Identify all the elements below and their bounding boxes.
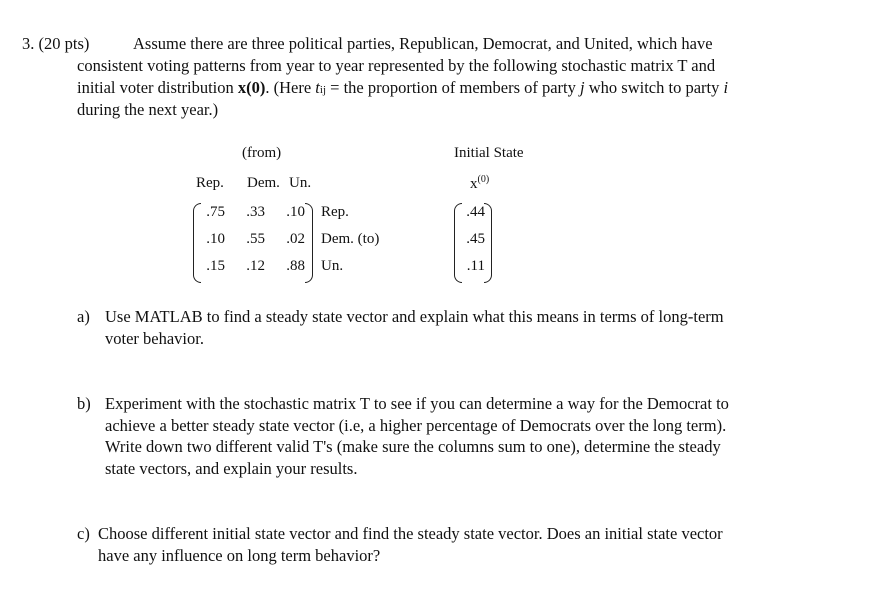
intro-text-d: who switch to party — [584, 78, 724, 97]
initial-state-vector-label — [470, 174, 489, 193]
question-c-label: c) — [77, 524, 90, 543]
matrix-cell: .10 — [286, 204, 305, 220]
matrix-row-label-rep: Rep. — [321, 204, 349, 220]
intro-line-4: during the next year.) — [77, 100, 219, 119]
j-symbol: j — [580, 78, 585, 97]
intro-line-2: consistent voting patterns from year to year represented by the following stochastic matrix T and — [77, 56, 716, 75]
matrix-col-header-dem: Dem. — [247, 175, 280, 191]
ij-subscript: ij — [319, 84, 327, 96]
question-a-line-1: Use MATLAB to find a steady state vector and explain what this means in terms of long-term — [105, 307, 724, 326]
question-b-line-3: Write down two different valid T's (make sure the columns sum to one), determine the steady — [105, 437, 721, 456]
matrix-col-header-rep: Rep. — [196, 175, 224, 191]
vector-letter: x — [470, 176, 478, 192]
matrix-row-label-un: Un. — [321, 258, 344, 274]
matrix-right-bracket — [305, 203, 313, 283]
matrix-row-label-dem: Dem. (to) — [321, 231, 380, 247]
t-symbol: t — [315, 78, 320, 97]
intro-text-c: = the proportion of members of party — [326, 78, 581, 97]
matrix-cell: .55 — [246, 231, 265, 247]
question-b-line-4: state vectors, and explain your results. — [105, 459, 358, 478]
matrix-cell: .33 — [246, 204, 265, 220]
intro-line-3 — [77, 77, 728, 102]
intro-text-b: . (Here — [265, 78, 316, 97]
matrix-cell: .88 — [286, 258, 305, 274]
vector-cell: .11 — [466, 258, 485, 274]
matrix-col-header-un: Un. — [289, 175, 312, 191]
question-c-line-2: have any influence on long term behavior? — [98, 546, 381, 565]
matrix-cell: .10 — [206, 231, 225, 247]
vector-cell: .44 — [466, 204, 485, 220]
matrix-cell: .02 — [286, 231, 305, 247]
question-c-line-1: Choose different initial state vector and find the steady state vector. Does an initial state vector — [98, 524, 723, 543]
question-b-line-1: Experiment with the stochastic matrix T to see if you can determine a way for the Democrat to — [105, 394, 729, 413]
question-a-line-2: voter behavior. — [105, 329, 204, 348]
initial-vector-symbol: x(0) — [237, 78, 266, 97]
vector-superscript: (0) — [477, 174, 490, 185]
initial-state-title: Initial State — [454, 145, 524, 161]
problem-number: 3. (20 pts) — [22, 34, 90, 53]
matrix-cell: .15 — [206, 258, 225, 274]
question-b-line-2: achieve a better steady state vector (i.e, a higher percentage of Democrats over the long term). — [105, 416, 727, 435]
matrix-cell: .75 — [206, 204, 225, 220]
vector-right-bracket — [484, 203, 492, 283]
vector-cell: .45 — [466, 231, 485, 247]
intro-line-1: Assume there are three political parties, Republican, Democrat, and United, which have — [133, 34, 713, 53]
matrix-cell: .12 — [246, 258, 265, 274]
intro-text-a: initial voter distribution — [77, 78, 238, 97]
question-b-label: b) — [77, 394, 91, 413]
matrix-from-label: (from) — [242, 145, 282, 161]
i-symbol: i — [723, 78, 729, 97]
question-a-label: a) — [77, 307, 90, 326]
